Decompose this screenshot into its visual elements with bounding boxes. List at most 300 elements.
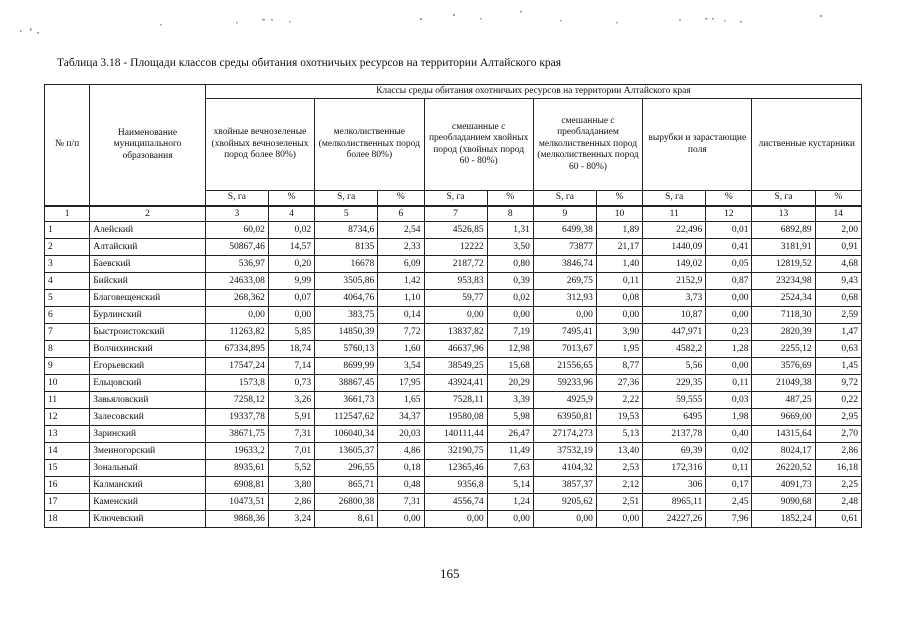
area-value: 6499,38 [533, 222, 596, 239]
percent-value: 7,72 [378, 324, 424, 341]
percent-value: 7,96 [706, 511, 752, 528]
percent-value: 4,68 [815, 256, 861, 273]
percent-value: 21,17 [596, 239, 642, 256]
percent-value: 0,23 [706, 324, 752, 341]
row-number: 8 [45, 341, 90, 358]
area-value: 24227,26 [643, 511, 706, 528]
area-value: 1852,24 [752, 511, 815, 528]
area-value: 269,75 [533, 273, 596, 290]
percent-value: 12,98 [487, 341, 533, 358]
municipality-name: Благовещенский [90, 290, 206, 307]
percent-value: 0,11 [596, 273, 642, 290]
area-value: 9090,68 [752, 494, 815, 511]
percent-value: 9,43 [815, 273, 861, 290]
area-value: 10,87 [643, 307, 706, 324]
table-row [45, 358, 862, 375]
percent-value: 0,11 [706, 375, 752, 392]
percent-value: 0,61 [815, 511, 861, 528]
area-value: 149,02 [643, 256, 706, 273]
area-value: 8734,6 [315, 222, 378, 239]
area-value: 8,61 [315, 511, 378, 528]
column-number: 8 [487, 206, 533, 222]
percent-value: 1,45 [815, 358, 861, 375]
percent-value: 0,07 [268, 290, 314, 307]
municipality-name: Егорьевский [90, 358, 206, 375]
percent-value: 0,11 [706, 460, 752, 477]
area-value: 8965,11 [643, 494, 706, 511]
table-row [45, 290, 862, 307]
percent-value: 2,53 [596, 460, 642, 477]
percent-value: 0,41 [706, 239, 752, 256]
area-value: 7495,41 [533, 324, 596, 341]
percent-value: 17,95 [378, 375, 424, 392]
percent-value: 0,73 [268, 375, 314, 392]
area-value: 229,35 [643, 375, 706, 392]
percent-value: 15,68 [487, 358, 533, 375]
percent-value: 3,24 [268, 511, 314, 528]
percent-value: 3,26 [268, 392, 314, 409]
percent-value: 7,14 [268, 358, 314, 375]
area-value: 13837,82 [424, 324, 487, 341]
area-value: 24633,08 [205, 273, 268, 290]
percent-value: 9,72 [815, 375, 861, 392]
area-value: 13605,37 [315, 443, 378, 460]
percent-value: 1,24 [487, 494, 533, 511]
header-class-group: Классы среды обитания охотничьих ресурсов на территории Алтайского края [205, 85, 861, 99]
area-value: 3576,69 [752, 358, 815, 375]
municipality-name: Быстроистокский [90, 324, 206, 341]
percent-value: 8,77 [596, 358, 642, 375]
area-value: 172,316 [643, 460, 706, 477]
percent-value: 1,47 [815, 324, 861, 341]
area-value: 383,75 [315, 307, 378, 324]
percent-value: 0,17 [706, 477, 752, 494]
table-row [45, 443, 862, 460]
area-value: 2137,78 [643, 426, 706, 443]
percent-value: 0,40 [706, 426, 752, 443]
area-value: 38549,25 [424, 358, 487, 375]
percent-value: 34,37 [378, 409, 424, 426]
municipality-name: Волчихинский [90, 341, 206, 358]
percent-value: 2,54 [378, 222, 424, 239]
table-row [45, 256, 862, 273]
column-number: 11 [643, 206, 706, 222]
area-value: 23234,98 [752, 273, 815, 290]
municipality-name: Зональный [90, 460, 206, 477]
percent-value: 7,31 [268, 426, 314, 443]
header-class-mixed-small-leaved: смешанные с преобладанием мелколиственных пород (мелколиственных пород 60 - 80%) [533, 99, 642, 191]
area-value: 43924,41 [424, 375, 487, 392]
percent-value: 0,03 [706, 392, 752, 409]
percent-value: 5,98 [487, 409, 533, 426]
area-value: 1440,09 [643, 239, 706, 256]
row-number: 6 [45, 307, 90, 324]
percent-value: 1,28 [706, 341, 752, 358]
area-value: 2152,9 [643, 273, 706, 290]
area-value: 3,73 [643, 290, 706, 307]
percent-value: 11,49 [487, 443, 533, 460]
percent-value: 0,68 [815, 290, 861, 307]
row-number: 14 [45, 443, 90, 460]
area-value: 9868,36 [205, 511, 268, 528]
row-number: 2 [45, 239, 90, 256]
area-value: 6495 [643, 409, 706, 426]
area-value: 10473,51 [205, 494, 268, 511]
municipality-name: Ключевский [90, 511, 206, 528]
row-number: 1 [45, 222, 90, 239]
municipality-name: Завьяловский [90, 392, 206, 409]
percent-value: 0,02 [706, 443, 752, 460]
percent-value: 0,00 [596, 307, 642, 324]
area-value: 5,56 [643, 358, 706, 375]
unit-header: % [378, 191, 424, 207]
unit-header: % [815, 191, 861, 207]
page-number: 165 [440, 566, 460, 581]
percent-value: 14,57 [268, 239, 314, 256]
area-value: 6908,81 [205, 477, 268, 494]
municipality-name: Залесовский [90, 409, 206, 426]
table-row [45, 409, 862, 426]
area-value: 2820,39 [752, 324, 815, 341]
area-value: 306 [643, 477, 706, 494]
column-number: 10 [596, 206, 642, 222]
table-row [45, 341, 862, 358]
area-value: 9205,62 [533, 494, 596, 511]
area-value: 59,555 [643, 392, 706, 409]
percent-value: 7,19 [487, 324, 533, 341]
area-value: 140111,44 [424, 426, 487, 443]
area-value: 11263,82 [205, 324, 268, 341]
area-value: 59,77 [424, 290, 487, 307]
area-value: 26800,38 [315, 494, 378, 511]
area-value: 7528,11 [424, 392, 487, 409]
header-class-mixed-coniferous: смешанные с преобладанием хвойных пород (хвойных пород 60 - 80%) [424, 99, 533, 191]
municipality-name: Баевский [90, 256, 206, 273]
area-value: 0,00 [533, 511, 596, 528]
percent-value: 1,60 [378, 341, 424, 358]
percent-value: 2,00 [815, 222, 861, 239]
area-value: 19633,2 [205, 443, 268, 460]
percent-value: 2,48 [815, 494, 861, 511]
percent-value: 1,95 [596, 341, 642, 358]
area-value: 19580,08 [424, 409, 487, 426]
column-number: 6 [378, 206, 424, 222]
header-class-clearings: вырубки и зарастающие поля [643, 99, 752, 191]
percent-value: 2,59 [815, 307, 861, 324]
row-number: 12 [45, 409, 90, 426]
area-value: 0,00 [533, 307, 596, 324]
percent-value: 3,90 [596, 324, 642, 341]
area-value: 7258,12 [205, 392, 268, 409]
area-value: 8135 [315, 239, 378, 256]
area-value: 4582,2 [643, 341, 706, 358]
row-number: 11 [45, 392, 90, 409]
row-number: 4 [45, 273, 90, 290]
area-value: 3857,37 [533, 477, 596, 494]
area-value: 22,496 [643, 222, 706, 239]
area-value: 67334,895 [205, 341, 268, 358]
area-value: 312,93 [533, 290, 596, 307]
table-row [45, 239, 862, 256]
area-value: 16678 [315, 256, 378, 273]
area-value: 4556,74 [424, 494, 487, 511]
column-number: 7 [424, 206, 487, 222]
percent-value: 0,00 [487, 511, 533, 528]
header-class-small-leaved: мелколиственные (мелколиственных пород более 80%) [315, 99, 424, 191]
table-row [45, 222, 862, 239]
scan-noise [0, 8, 905, 38]
table-row [45, 392, 862, 409]
area-value: 106040,34 [315, 426, 378, 443]
area-value: 3846,74 [533, 256, 596, 273]
area-value: 7118,30 [752, 307, 815, 324]
municipality-name: Бийский [90, 273, 206, 290]
percent-value: 3,80 [268, 477, 314, 494]
area-value: 8699,99 [315, 358, 378, 375]
area-value: 60,02 [205, 222, 268, 239]
percent-value: 3,54 [378, 358, 424, 375]
area-value: 14315,64 [752, 426, 815, 443]
area-value: 6892,89 [752, 222, 815, 239]
area-value: 37532,19 [533, 443, 596, 460]
area-value: 9356,8 [424, 477, 487, 494]
row-number: 18 [45, 511, 90, 528]
unit-header: S, га [205, 191, 268, 207]
unit-header: S, га [424, 191, 487, 207]
area-value: 12365,46 [424, 460, 487, 477]
percent-value: 16,18 [815, 460, 861, 477]
percent-value: 1,31 [487, 222, 533, 239]
percent-value: 0,00 [706, 358, 752, 375]
header-class-coniferous: хвойные вечнозеленые (хвойных вечнозеленых пород более 80%) [205, 99, 314, 191]
percent-value: 0,00 [706, 290, 752, 307]
percent-value: 0,91 [815, 239, 861, 256]
percent-value: 7,63 [487, 460, 533, 477]
area-value: 5760,13 [315, 341, 378, 358]
area-value: 14850,39 [315, 324, 378, 341]
percent-value: 0,00 [378, 511, 424, 528]
area-value: 9669,00 [752, 409, 815, 426]
row-number: 5 [45, 290, 90, 307]
row-number: 9 [45, 358, 90, 375]
header-class-shrubs: лиственные кустарники [752, 99, 862, 191]
municipality-name: Бурлинский [90, 307, 206, 324]
percent-value: 0,00 [706, 307, 752, 324]
percent-value: 0,02 [268, 222, 314, 239]
column-number: 5 [315, 206, 378, 222]
unit-header: % [596, 191, 642, 207]
unit-header: S, га [533, 191, 596, 207]
percent-value: 2,12 [596, 477, 642, 494]
percent-value: 2,70 [815, 426, 861, 443]
municipality-name: Калманский [90, 477, 206, 494]
area-value: 12819,52 [752, 256, 815, 273]
area-value: 4091,73 [752, 477, 815, 494]
percent-value: 0,14 [378, 307, 424, 324]
percent-value: 18,74 [268, 341, 314, 358]
percent-value: 7,31 [378, 494, 424, 511]
municipality-name: Алтайский [90, 239, 206, 256]
percent-value: 0,22 [815, 392, 861, 409]
area-value: 21049,38 [752, 375, 815, 392]
column-number: 12 [706, 206, 752, 222]
row-number: 3 [45, 256, 90, 273]
area-value: 27174,273 [533, 426, 596, 443]
row-number: 7 [45, 324, 90, 341]
column-number: 13 [752, 206, 815, 222]
area-value: 953,83 [424, 273, 487, 290]
percent-value: 0,63 [815, 341, 861, 358]
table-row [45, 494, 862, 511]
percent-value: 0,00 [268, 307, 314, 324]
area-value: 46637,96 [424, 341, 487, 358]
percent-value: 0,02 [487, 290, 533, 307]
percent-value: 2,22 [596, 392, 642, 409]
area-value: 12222 [424, 239, 487, 256]
table-row [45, 324, 862, 341]
area-value: 296,55 [315, 460, 378, 477]
area-value: 1573,8 [205, 375, 268, 392]
area-value: 73877 [533, 239, 596, 256]
percent-value: 1,65 [378, 392, 424, 409]
percent-value: 0,80 [487, 256, 533, 273]
row-number: 16 [45, 477, 90, 494]
percent-value: 2,86 [815, 443, 861, 460]
area-value: 26220,52 [752, 460, 815, 477]
column-number: 3 [205, 206, 268, 222]
unit-header: % [268, 191, 314, 207]
percent-value: 5,91 [268, 409, 314, 426]
column-number: 9 [533, 206, 596, 222]
area-value: 112547,62 [315, 409, 378, 426]
percent-value: 20,29 [487, 375, 533, 392]
row-number: 10 [45, 375, 90, 392]
area-value: 2255,12 [752, 341, 815, 358]
row-number: 13 [45, 426, 90, 443]
percent-value: 1,40 [596, 256, 642, 273]
area-value: 17547,24 [205, 358, 268, 375]
area-value: 447,971 [643, 324, 706, 341]
percent-value: 0,87 [706, 273, 752, 290]
area-value: 4064,76 [315, 290, 378, 307]
percent-value: 2,25 [815, 477, 861, 494]
percent-value: 1,42 [378, 273, 424, 290]
percent-value: 27,36 [596, 375, 642, 392]
area-value: 4526,85 [424, 222, 487, 239]
percent-value: 5,14 [487, 477, 533, 494]
area-value: 0,00 [205, 307, 268, 324]
column-number: 14 [815, 206, 861, 222]
row-number: 17 [45, 494, 90, 511]
area-value: 4104,32 [533, 460, 596, 477]
unit-header: % [487, 191, 533, 207]
percent-value: 0,18 [378, 460, 424, 477]
percent-value: 1,98 [706, 409, 752, 426]
area-value: 21556,65 [533, 358, 596, 375]
table-caption: Таблица 3.18 - Площади классов среды обитания охотничьих ресурсов на территории Алтайского края [57, 57, 562, 69]
percent-value: 5,52 [268, 460, 314, 477]
percent-value: 1,89 [596, 222, 642, 239]
percent-value: 0,20 [268, 256, 314, 273]
municipality-name: Ельцовский [90, 375, 206, 392]
percent-value: 20,03 [378, 426, 424, 443]
area-value: 3505,86 [315, 273, 378, 290]
percent-value: 13,40 [596, 443, 642, 460]
unit-header: S, га [752, 191, 815, 207]
column-number: 2 [90, 206, 206, 222]
percent-value: 0,05 [706, 256, 752, 273]
percent-value: 2,86 [268, 494, 314, 511]
percent-value: 0,00 [487, 307, 533, 324]
area-value: 8024,17 [752, 443, 815, 460]
area-value: 38867,45 [315, 375, 378, 392]
area-value: 0,00 [424, 307, 487, 324]
percent-value: 9,99 [268, 273, 314, 290]
area-value: 2187,72 [424, 256, 487, 273]
percent-value: 4,86 [378, 443, 424, 460]
area-value: 32190,75 [424, 443, 487, 460]
table-row [45, 307, 862, 324]
percent-value: 1,10 [378, 290, 424, 307]
area-value: 2524,34 [752, 290, 815, 307]
area-value: 268,362 [205, 290, 268, 307]
header-num: № п/п [45, 85, 90, 207]
percent-value: 0,00 [596, 511, 642, 528]
area-value: 536,97 [205, 256, 268, 273]
area-value: 50867,46 [205, 239, 268, 256]
municipality-name: Змеиногорский [90, 443, 206, 460]
table-row [45, 511, 862, 528]
percent-value: 2,95 [815, 409, 861, 426]
unit-header: S, га [315, 191, 378, 207]
area-value: 0,00 [424, 511, 487, 528]
unit-header: % [706, 191, 752, 207]
percent-value: 6,09 [378, 256, 424, 273]
header-municipality: Наименование муниципального образования [90, 85, 206, 207]
table-row [45, 426, 862, 443]
area-value: 8935,61 [205, 460, 268, 477]
area-value: 865,71 [315, 477, 378, 494]
percent-value: 2,51 [596, 494, 642, 511]
percent-value: 0,39 [487, 273, 533, 290]
row-number: 15 [45, 460, 90, 477]
area-value: 3181,91 [752, 239, 815, 256]
habitat-area-table [44, 84, 862, 528]
percent-value: 0,08 [596, 290, 642, 307]
area-value: 4925,9 [533, 392, 596, 409]
area-value: 487,25 [752, 392, 815, 409]
percent-value: 19,53 [596, 409, 642, 426]
unit-header: S, га [643, 191, 706, 207]
area-value: 3661,73 [315, 392, 378, 409]
percent-value: 7,01 [268, 443, 314, 460]
municipality-name: Заринский [90, 426, 206, 443]
table-row [45, 375, 862, 392]
area-value: 69,39 [643, 443, 706, 460]
table-row [45, 477, 862, 494]
area-value: 59233,96 [533, 375, 596, 392]
area-value: 63950,81 [533, 409, 596, 426]
table-row [45, 460, 862, 477]
area-value: 7013,67 [533, 341, 596, 358]
percent-value: 5,85 [268, 324, 314, 341]
percent-value: 3,50 [487, 239, 533, 256]
municipality-name: Алейский [90, 222, 206, 239]
column-number: 1 [45, 206, 90, 222]
percent-value: 0,48 [378, 477, 424, 494]
percent-value: 2,45 [706, 494, 752, 511]
percent-value: 5,13 [596, 426, 642, 443]
